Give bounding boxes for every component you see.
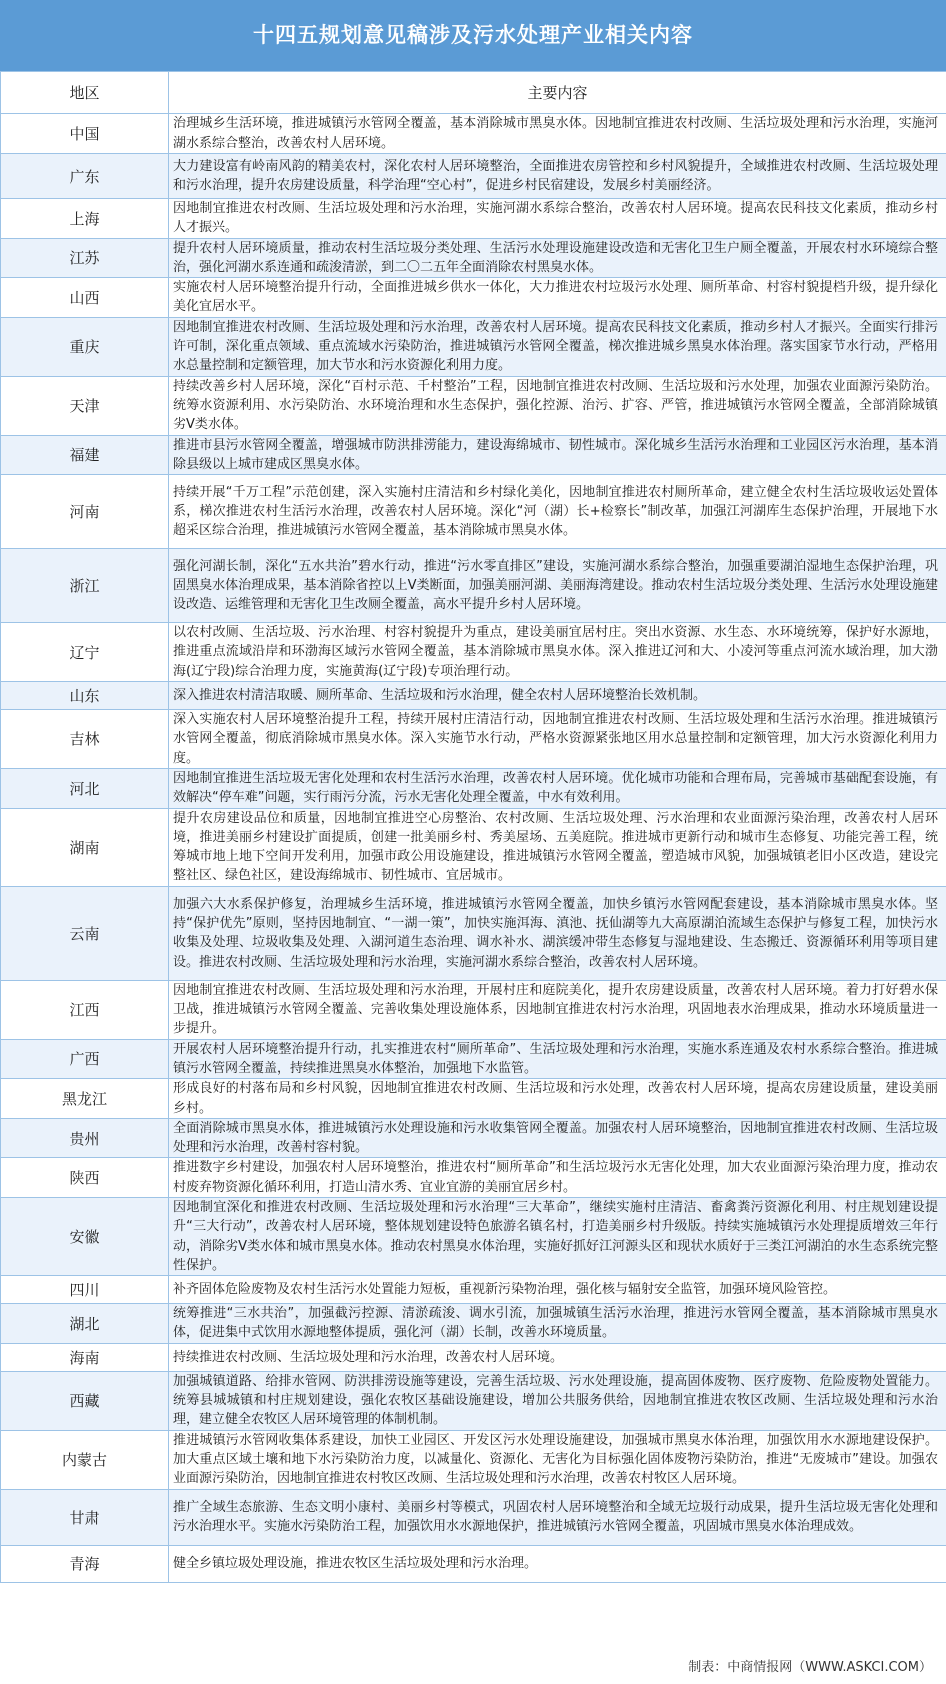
content-cell: 开展农村人居环境整治提升行动，扎实推进农村“厕所革命”、生活垃圾处理和污水治理，实施水系连通及农村水系综合整治。推进城镇污水管网全覆盖，持续推进黑臭水体整治，加强地下水监管。 xyxy=(169,1039,946,1079)
region-cell: 云南 xyxy=(1,886,169,980)
content-cell: 健全乡镇垃圾处理设施，推进农牧区生活垃圾处理和污水治理。 xyxy=(169,1545,946,1582)
content-cell: 以农村改厕、生活垃圾、污水治理、村容村貌提升为重点，建设美丽宜居村庄。突出水资源、水生态、水环境统筹，保护好水源地，推进重点流域沿岸和环渤海区域污水管网全覆盖，基本消除城市黑臭水体。深入推进辽河和大、小凌河等重点河流水域治理，加大渤海(辽宁段)综合治理力度，实施黄海(辽宁段)专项治理行动。 xyxy=(169,623,946,682)
table-row xyxy=(1,1197,946,1275)
region-cell: 河南 xyxy=(1,475,169,549)
content-cell: 提升农房建设品位和质量，因地制宜推进空心房整治、农村改厕、生活垃圾处理、污水治理和农业面源污染治理，改善农村人居环境，推进美丽乡村建设扩面提质，创建一批美丽乡村、秀美屋场、五美庭院。推进城市更新行动和城市生态修复、功能完善工程，统筹城市地上地下空间开发利用，加强市政公用设施建设，推进城镇污水管网全覆盖，塑造城市风貌，加强城镇老旧小区改造，建设完整社区、绿色社区，建设海绵城市、韧性城市、宜居城市。 xyxy=(169,808,946,886)
content-cell: 因地制宜推进农村改厕、生活垃圾处理和污水治理，改善农村人居环境。提高农民科技文化素质，推动乡村人才振兴。全面实行排污许可制，深化重点领域、重点流域水污染防治，推进城镇污水管网全覆盖，梯次推进城乡黑臭水体治理。落实国家节水行动，严格用水总量控制和定额管理，加大节水和污水资源化利用力度。 xyxy=(169,317,946,376)
content-cell: 持续改善乡村人居环境，深化“百村示范、千村整治”工程，因地制宜推进农村改厕、生活垃圾和污水处理，加强农业面源污染防治。统筹水资源利用、水污染防治、水环境治理和水生态保护，强化控源、治污、扩容、严管，推进城镇污水管网全覆盖，全部消除城镇劣Ⅴ类水体。 xyxy=(169,376,946,435)
region-cell: 内蒙古 xyxy=(1,1430,169,1489)
region-cell: 河北 xyxy=(1,768,169,808)
table-row xyxy=(1,1430,946,1489)
content-cell: 强化河湖长制，深化“五水共治”碧水行动，推进“污水零直排区”建设，实施河湖水系综合整治，加强重要湖泊湿地生态保护治理，巩固黑臭水体治理成果，基本消除省控以上Ⅴ类断面，加强美丽河湖、美丽海湾建设。推动农村生活垃圾分类处理、生活污水处理设施建设改造、运维管理和无害化卫生改厕全覆盖，高水平提升乡村人居环境。 xyxy=(169,549,946,623)
content-cell: 持续开展“千万工程”示范创建，深入实施村庄清洁和乡村绿化美化，因地制宜推进农村厕所革命，建立健全农村生活垃圾收运处置体系，梯次推进农村生活污水治理，改善农村人居环境。深化“河（湖）长+检察长”制改革，加强江河湖库生态保护治理，开展地下水超采区综合治理，推进城镇污水管网全覆盖，基本消除城市黑臭水体。 xyxy=(169,475,946,549)
content-cell: 加强六大水系保护修复，治理城乡生活环境，推进城镇污水管网全覆盖，加快乡镇污水管网配套建设，基本消除城市黑臭水体。坚持“保护优先”原则，坚持因地制宜、“一湖一策”，加快实施洱海、滇池、抚仙湖等九大高原湖泊流域生态保护与修复工程，加快污水收集及处理、垃圾收集及处理、入湖河道生态治理、调水补水、湖滨缓冲带生态修复与湿地建设、生态搬迁、资源循环利用等项目建设。推进农村改厕、生活垃圾处理和污水治理，实施河湖水系综合整治，改善农村人居环境。 xyxy=(169,886,946,980)
region-cell: 山西 xyxy=(1,278,169,318)
region-cell: 贵州 xyxy=(1,1118,169,1158)
table-row xyxy=(1,1079,946,1119)
region-cell: 山东 xyxy=(1,682,169,710)
table-row xyxy=(1,682,946,710)
region-cell: 四川 xyxy=(1,1276,169,1304)
region-cell: 浙江 xyxy=(1,549,169,623)
table-row xyxy=(1,435,946,475)
content-cell: 统筹推进“三水共治”，加强截污控源、清淤疏浚、调水引流，加强城镇生活污水治理，推进污水管网全覆盖，基本消除城市黑臭水体，促进集中式饮用水源地整体提质，强化河（湖）长制，改善水环境质量。 xyxy=(169,1304,946,1344)
region-cell: 陕西 xyxy=(1,1158,169,1198)
region-cell: 广东 xyxy=(1,154,169,199)
region-cell: 重庆 xyxy=(1,317,169,376)
region-cell: 吉林 xyxy=(1,710,169,769)
table-row xyxy=(1,475,946,549)
content-cell: 因地制宜深化和推进农村改厕、生活垃圾处理和污水治理“三大革命”，继续实施村庄清洁、畜禽粪污资源化利用、村庄规划建设提升“三大行动”，改善农村人居环境，整体规划建设特色旅游名镇名村，打造美丽乡村升级版。持续实施城镇污水处理提质增效三年行动，消除劣Ⅴ类水体和城市黑臭水体。推动农村黑臭水体治理，实施好抓好江河源头区和现状水质好于三类江河湖泊的水生态系统完整性保护。 xyxy=(169,1197,946,1275)
content-cell: 因地制宜推进农村改厕、生活垃圾处理和污水治理，实施河湖水系综合整治，改善农村人居环境。提高农民科技文化素质，推动乡村人才振兴。 xyxy=(169,199,946,239)
table-row xyxy=(1,1276,946,1304)
content-cell: 大力建设富有岭南风韵的精美农村，深化农村人居环境整治，全面推进农房管控和乡村风貌提升，全域推进农村改厕、生活垃圾处理和污水治理，提升农房建设质量，科学治理“空心村”，促进乡村民宿建设，发展乡村美丽经济。 xyxy=(169,154,946,199)
content-cell: 治理城乡生活环境，推进城镇污水管网全覆盖，基本消除城市黑臭水体。因地制宜推进农村改厕、生活垃圾处理和污水治理，实施河湖水系综合整治，改善农村人居环境。 xyxy=(169,114,946,154)
content-cell: 推进数字乡村建设，加强农村人居环境整治，推进农村“厕所革命”和生活垃圾污水无害化处理，加大农业面源污染治理力度，推动农村废弃物资源化循环利用，打造山清水秀、宜业宜游的美丽宜居乡村。 xyxy=(169,1158,946,1198)
content-cell: 持续推进农村改厕、生活垃圾处理和污水治理，改善农村人居环境。 xyxy=(169,1343,946,1371)
region-cell: 江苏 xyxy=(1,238,169,278)
content-cell: 全面消除城市黑臭水体，推进城镇污水处理设施和污水收集管网全覆盖。加强农村人居环境整治，因地制宜推进农村改厕、生活垃圾处理和污水治理，改善村容村貌。 xyxy=(169,1118,946,1158)
region-cell: 广西 xyxy=(1,1039,169,1079)
table-row xyxy=(1,154,946,199)
table-body xyxy=(1,114,946,1583)
table-row xyxy=(1,1371,946,1430)
content-cell: 提升农村人居环境质量，推动农村生活垃圾分类处理、生活污水处理设施建设改造和无害化卫生户厕全覆盖，开展农村水环境综合整治，强化河湖水系连通和疏浚清淤，到二〇二五年全面消除农村黑臭水体。 xyxy=(169,238,946,278)
page-title: 十四五规划意见稿涉及污水处理产业相关内容 xyxy=(0,0,946,71)
content-cell: 因地制宜推进生活垃圾无害化处理和农村生活污水治理，改善农村人居环境。优化城市功能和合理布局，完善城市基础配套设施，有效解决“停车难”问题，实行雨污分流，污水无害化处理全覆盖，中水有效利用。 xyxy=(169,768,946,808)
content-cell: 推广全域生态旅游、生态文明小康村、美丽乡村等模式，巩固农村人居环境整治和全域无垃圾行动成果，提升生活垃圾无害化处理和污水治理水平。实施水污染防治工程，加强饮用水水源地保护，推进城镇污水管网全覆盖，巩固城市黑臭水体治理成效。 xyxy=(169,1489,946,1545)
content-cell: 实施农村人居环境整治提升行动，全面推进城乡供水一体化，大力推进农村垃圾污水处理、厕所革命、村容村貌提档升级，提升绿化美化宜居水平。 xyxy=(169,278,946,318)
table-row xyxy=(1,1545,946,1582)
content-cell: 因地制宜推进农村改厕、生活垃圾处理和污水治理，开展村庄和庭院美化，提升农房建设质量，改善农村人居环境。着力打好碧水保卫战，推进城镇污水管网全覆盖、完善收集处理设施体系，因地制宜推进农村污水治理，巩固地表水治理成果，推动水环境质量进一步提升。 xyxy=(169,980,946,1039)
region-cell: 天津 xyxy=(1,376,169,435)
table-row xyxy=(1,1039,946,1079)
content-cell: 形成良好的村落布局和乡村风貌，因地制宜推进农村改厕、生活垃圾和污水处理，改善农村人居环境，提高农房建设质量，建设美丽乡村。 xyxy=(169,1079,946,1119)
policy-table xyxy=(0,71,946,1583)
table-row xyxy=(1,114,946,154)
column-header-content: 主要内容 xyxy=(169,72,946,114)
table-row xyxy=(1,376,946,435)
region-cell: 江西 xyxy=(1,980,169,1039)
table-row xyxy=(1,808,946,886)
table-row xyxy=(1,1343,946,1371)
region-cell: 安徽 xyxy=(1,1197,169,1275)
table-row xyxy=(1,278,946,318)
region-cell: 黑龙江 xyxy=(1,1079,169,1119)
table-row xyxy=(1,886,946,980)
table-row xyxy=(1,1158,946,1198)
table-row xyxy=(1,549,946,623)
region-cell: 甘肃 xyxy=(1,1489,169,1545)
table-row xyxy=(1,768,946,808)
region-cell: 湖北 xyxy=(1,1304,169,1344)
table-row xyxy=(1,1118,946,1158)
content-cell: 推进城镇污水管网收集体系建设，加快工业园区、开发区污水处理设施建设，加强城市黑臭水体治理，加强饮用水水源地建设保护。加大重点区域土壤和地下水污染防治力度，以减量化、资源化、无害化为目标强化固体废物污染防治，推进“无废城市”建设。加强农业面源污染防治，因地制宜推进农村牧区改厕、生活垃圾处理和污水治理，改善农村牧区人居环境。 xyxy=(169,1430,946,1489)
table-row xyxy=(1,199,946,239)
table-row xyxy=(1,1304,946,1344)
content-cell: 推进市县污水管网全覆盖，增强城市防洪排涝能力，建设海绵城市、韧性城市。深化城乡生活污水治理和工业园区污水治理，基本消除县级以上城市建成区黑臭水体。 xyxy=(169,435,946,475)
region-cell: 上海 xyxy=(1,199,169,239)
content-cell: 加强城镇道路、给排水管网、防洪排涝设施等建设，完善生活垃圾、污水处理设施，提高固体废物、医疗废物、危险废物处置能力。统筹县城城镇和村庄规划建设，强化农牧区基础设施建设，增加公共服务供给，因地制宜推进农牧区改厕、生活垃圾处理和污水治理，建立健全农牧区人居环境管理的体制机制。 xyxy=(169,1371,946,1430)
table-row xyxy=(1,980,946,1039)
region-cell: 青海 xyxy=(1,1545,169,1582)
content-cell: 补齐固体危险废物及农村生活污水处置能力短板，重视新污染物治理，强化核与辐射安全监管，加强环境风险管控。 xyxy=(169,1276,946,1304)
content-cell: 深入实施农村人居环境整治提升工程，持续开展村庄清洁行动，因地制宜推进农村改厕、生活垃圾处理和生活污水治理。推进城镇污水管网全覆盖，彻底消除城市黑臭水体。深入实施节水行动，严格水资源紧张地区用水总量控制和定额管理，加大污水资源化利用力度。 xyxy=(169,710,946,769)
region-cell: 福建 xyxy=(1,435,169,475)
table-row xyxy=(1,710,946,769)
table-row xyxy=(1,623,946,682)
region-cell: 中国 xyxy=(1,114,169,154)
table-row xyxy=(1,1489,946,1545)
source-footer: 制表：中商情报网（WWW.ASKCI.COM） xyxy=(688,1660,932,1675)
region-cell: 辽宁 xyxy=(1,623,169,682)
region-cell: 湖南 xyxy=(1,808,169,886)
region-cell: 西藏 xyxy=(1,1371,169,1430)
table-row xyxy=(1,238,946,278)
table-row xyxy=(1,317,946,376)
column-header-region: 地区 xyxy=(1,72,169,114)
region-cell: 海南 xyxy=(1,1343,169,1371)
content-cell: 深入推进农村清洁取暖、厕所革命、生活垃圾和污水治理，健全农村人居环境整治长效机制。 xyxy=(169,682,946,710)
